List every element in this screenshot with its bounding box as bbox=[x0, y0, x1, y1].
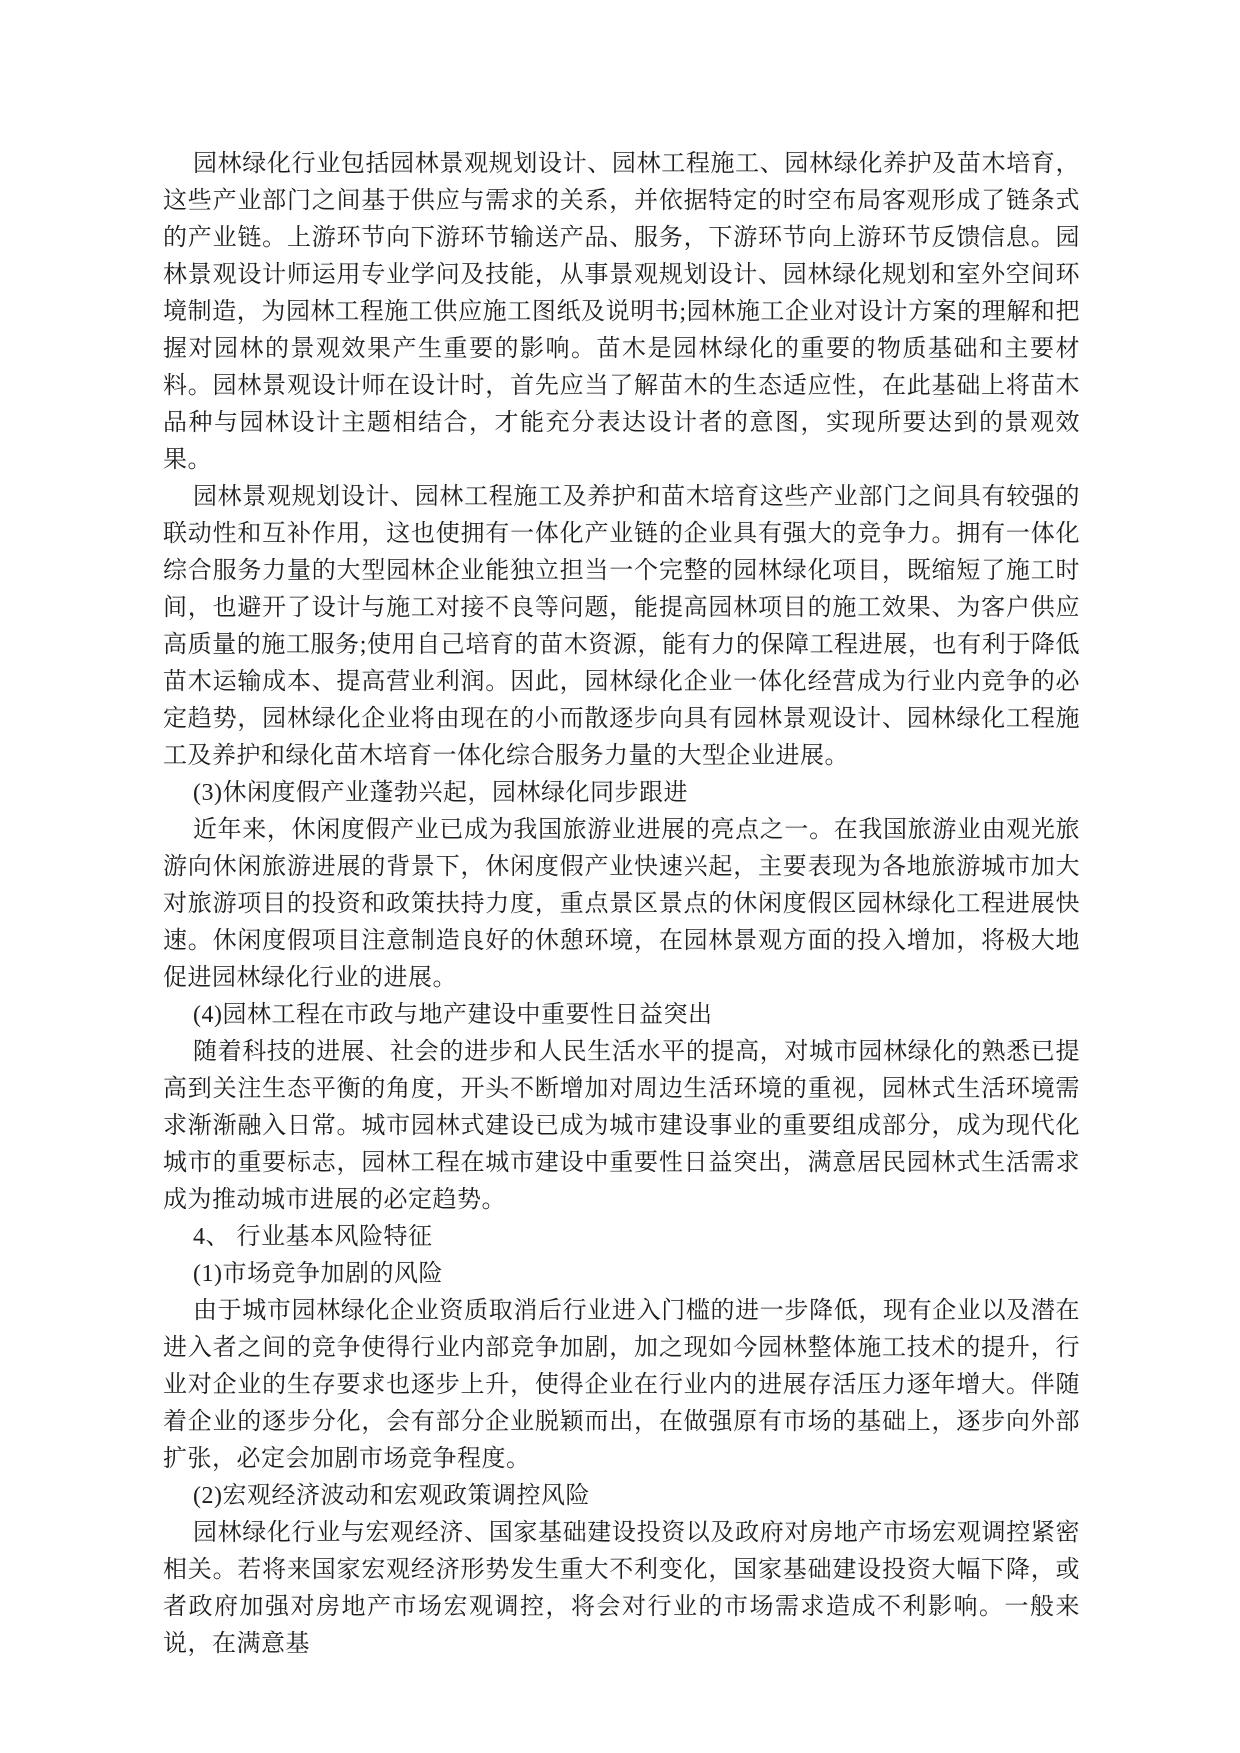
section-heading: (2)宏观经济波动和宏观政策调控风险 bbox=[193, 1483, 590, 1509]
section-heading: (4)园林工程在市政与地产建设中重要性日益突出 bbox=[193, 1002, 713, 1028]
section-heading: 4、 行业基本风险特征 bbox=[193, 1224, 433, 1250]
paragraph: 园林绿化行业包括园林景观规划设计、园林工程施工、园林绿化养护及苗木培育，这些产业部门之间基于供应与需求的关系，并依据特定的时空布局客观形成了链条式的产业链。上游环节向下游环节输送产品、服务，下游环节向上游环节反馈信息。园林景观设计师运用专业学问及技能，从事景观规划设计、园林绿化规划和室外空间环境制造，为园林工程施工供应施工图纸及说明书;园林施工企业对设计方案的理解和把握对园林的景观效果产生重要的影响。苗木是园林绿化的重要的物质基础和主要材料。园林景观设计师在设计时，首先应当了解苗木的生态适应性，在此基础上将苗木品种与园林设计主题相结合，才能充分表达设计者的意图，实现所要达到的景观效果。 bbox=[163, 151, 1080, 473]
paragraph: 近年来，休闲度假产业已成为我国旅游业进展的亮点之一。在我国旅游业由观光旅游向休闲旅游进展的背景下，休闲度假产业快速兴起，主要表现为各地旅游城市加大对旅游项目的投资和政策扶持力度，重点景区景点的休闲度假区园林绿化工程进展快速。休闲度假项目注意制造良好的休憩环境，在园林景观方面的投入增加，将极大地促进园林绿化行业的进展。 bbox=[163, 817, 1080, 991]
section-heading: (1)市场竞争加剧的风险 bbox=[193, 1261, 443, 1287]
paragraph: 园林景观规划设计、园林工程施工及养护和苗木培育这些产业部门之间具有较强的联动性和互补作用，这也使拥有一体化产业链的企业具有强大的竞争力。拥有一体化综合服务力量的大型园林企业能独立担当一个完整的园林绿化项目，既缩短了施工时间，也避开了设计与施工对接不良等问题，能提高园林项目的施工效果、为客户供应高质量的施工服务;使用自己培育的苗木资源，能有力的保障工程进展，也有利于降低苗木运输成本、提高营业利润。因此，园林绿化企业一体化经营成为行业内竞争的必定趋势，园林绿化企业将由现在的小而散逐步向具有园林景观设计、园林绿化工程施工及养护和绿化苗木培育一体化综合服务力量的大型企业进展。 bbox=[163, 484, 1080, 769]
paragraph: 随着科技的进展、社会的进步和人民生活水平的提高，对城市园林绿化的熟悉已提高到关注生态平衡的角度，开头不断增加对周边生活环境的重视，园林式生活环境需求渐渐融入日常。城市园林式建设已成为城市建设事业的重要组成部分，成为现代化城市的重要标志，园林工程在城市建设中重要性日益突出，满意居民园林式生活需求成为推动城市进展的必定趋势。 bbox=[163, 1039, 1080, 1213]
paragraph: 园林绿化行业与宏观经济、国家基础建设投资以及政府对房地产市场宏观调控紧密相关。若将来国家宏观经济形势发生重大不利变化，国家基础建设投资大幅下降，或者政府加强对房地产市场宏观调控，将会对行业的市场需求造成不利影响。一般来说，在满意基 bbox=[163, 1520, 1080, 1657]
document-content bbox=[163, 146, 1080, 1663]
section-heading: (3)休闲度假产业蓬勃兴起，园林绿化同步跟进 bbox=[193, 780, 688, 806]
paragraph: 由于城市园林绿化企业资质取消后行业进入门槛的进一步降低，现有企业以及潜在进入者之间的竞争使得行业内部竞争加剧，加之现如今园林整体施工技术的提升，行业对企业的生存要求也逐步上升，使得企业在行业内的进展存活压力逐年增大。伴随着企业的逐步分化，会有部分企业脱颖而出，在做强原有市场的基础上，逐步向外部扩张，必定会加剧市场竞争程度。 bbox=[163, 1298, 1080, 1472]
